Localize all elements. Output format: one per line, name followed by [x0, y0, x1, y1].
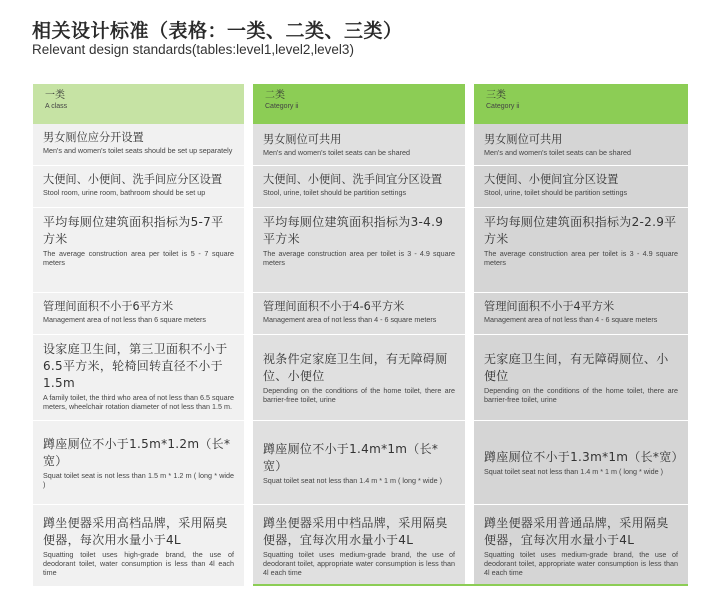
cell-text-en: Men's and women's toilet seats should be set up separately	[43, 146, 233, 155]
table-cell	[33, 124, 244, 166]
table-cell	[33, 166, 244, 208]
cell-text-zh: 蹲座厕位不小于1.5m*1.2m（长*宽）	[43, 437, 231, 468]
cell-text-en: A family toilet, the third who area of not less than 6.5 square meters, wheelchair rotation diameter of not less than 1.5 m.	[43, 393, 234, 411]
cell-text-zh: 蹲坐便器采用普通品牌，采用隔臭便器，宜每次用水量小于4L	[484, 515, 669, 547]
cell-text-zh: 蹲座厕位不小于1.4m*1m（长*宽）	[263, 441, 439, 473]
cell-text-en: Stool room, urine room, bathroom should be set up	[43, 188, 206, 197]
table-bottom-rule	[253, 584, 688, 586]
cell-text-en: Management area of not less than 4 - 6 square meters	[484, 315, 658, 324]
table-cell	[474, 505, 688, 587]
column-header	[33, 84, 244, 124]
cell-text-zh: 蹲坐便器采用中档品牌，采用隔臭便器，宜每次用水量小于4L	[263, 515, 448, 547]
column-header-zh: 一类	[45, 90, 65, 101]
cell-text-zh: 大便间、小便间、洗手间宜分区设置	[263, 173, 443, 186]
cell-text-en: Depending on the conditions of the home toilet, there are barrier-free toilet, urine	[484, 386, 678, 404]
cell-text-en: Men's and women's toilet seats can be shared	[484, 148, 631, 157]
cell-text-zh: 蹲座厕位不小于1.3m*1m（长*宽）	[484, 450, 684, 464]
column-header-en: A class	[45, 103, 68, 110]
cell-text-zh: 视条件定家庭卫生间，有无障碍厕位、小便位	[263, 352, 448, 383]
cell-text-en: Squatting toilet uses medium-grade brand, the use of deodorant toilet, appropriate water consumption is less than 4l each time	[263, 549, 455, 577]
cell-text-zh: 男女厕位可共用	[484, 133, 563, 146]
cell-text-zh: 管理间面积不小于4平方米	[484, 300, 615, 313]
cell-text-en: Squat toilet seat not less than 1.4 m * 1 m ( long * wide )	[484, 467, 663, 476]
cell-text-en: Stool, urine, toilet should be partition settings	[484, 188, 628, 197]
cell-text-en: Management area of not less than 4 - 6 square meters	[263, 315, 437, 324]
table-cell	[33, 335, 244, 421]
cell-text-zh: 大便间、小便间、洗手间应分区设置	[43, 173, 223, 186]
table-cell	[253, 421, 465, 505]
table-cell	[474, 208, 688, 293]
cell-text-en: Depending on the conditions of the home toilet, there are barrier-free toilet, urine	[263, 386, 455, 404]
table-cell	[253, 505, 465, 587]
table-cell	[474, 421, 688, 505]
page-title: 相关设计标准（表格：一类、二类、三类）	[32, 20, 403, 42]
table-cell	[253, 208, 465, 293]
table-cell	[253, 166, 465, 208]
cell-text-en: Men's and women's toilet seats can be shared	[263, 148, 410, 157]
table-cell	[33, 293, 244, 335]
cell-text-zh: 男女厕位应分开设置	[43, 131, 144, 144]
cell-text-en: Management area of not less than 6 square meters	[43, 315, 207, 324]
cell-text-en: Stool, urine, toilet should be partition settings	[263, 188, 407, 197]
column-header-zh: 三类	[486, 90, 506, 101]
cell-text-en: Squatting toilet uses medium-grade brand, the use of deodorant toilet, appropriate water consumption is less than 4l each time	[484, 549, 678, 577]
table-cell	[474, 166, 688, 208]
table-cell	[474, 124, 688, 166]
table-cell	[253, 293, 465, 335]
cell-text-en: The average construction area per toilet is 5 - 7 square meters	[43, 249, 234, 267]
column-header-en: Category ii	[265, 103, 299, 110]
table-cell	[253, 124, 465, 166]
cell-text-zh: 蹲坐便器采用高档品牌，采用隔臭便器，每次用水量小于4L	[43, 515, 228, 547]
cell-text-zh: 平均每厕位建筑面积指标为3-4.9平方米	[263, 215, 444, 246]
column-header	[474, 84, 688, 124]
cell-text-zh: 管理间面积不小于4-6平方米	[263, 300, 405, 313]
table-cell	[474, 335, 688, 421]
column-header-en: Category ii	[486, 103, 520, 110]
table-cell	[33, 208, 244, 293]
cell-text-en: Squat toilet seat is not less than 1.5 m * 1.2 m ( long * wide )	[43, 471, 234, 489]
column-header	[253, 84, 465, 124]
cell-text-zh: 平均每厕位建筑面积指标为2-2.9平方米	[484, 215, 677, 246]
cell-text-zh: 设家庭卫生间，第三卫面积不小于6.5平方米，轮椅回转直径不小于1.5m	[43, 342, 228, 390]
cell-text-en: The average construction area per toilet is 3 - 4.9 square meters	[484, 249, 678, 267]
table-column-level2	[253, 84, 465, 587]
table-column-level1	[33, 84, 244, 587]
cell-text-zh: 无家庭卫生间，有无障碍厕位、小便位	[484, 352, 669, 383]
cell-text-zh: 管理间面积不小于6平方米	[43, 300, 174, 313]
cell-text-en: The average construction area per toilet is 3 - 4.9 square meters	[263, 249, 455, 267]
table-cell	[474, 293, 688, 335]
column-header-zh: 二类	[265, 90, 285, 101]
cell-text-zh: 平均每厕位建筑面积指标为5-7平方米	[43, 215, 224, 246]
table-cell	[33, 421, 244, 505]
table-column-level3	[474, 84, 688, 587]
cell-text-zh: 男女厕位可共用	[263, 133, 342, 146]
cell-text-en: Squatting toilet uses high-grade brand, the use of deodorant toilet, water consumption is less than 4l each time	[43, 549, 234, 577]
page-subtitle: Relevant design standards(tables:level1,level2,level3)	[32, 42, 354, 57]
table-cell	[33, 505, 244, 587]
cell-text-en: Squat toilet seat not less than 1.4 m * 1 m ( long * wide )	[263, 475, 442, 485]
table-cell	[253, 335, 465, 421]
cell-text-zh: 大便间、小便间宜分区设置	[484, 173, 619, 186]
